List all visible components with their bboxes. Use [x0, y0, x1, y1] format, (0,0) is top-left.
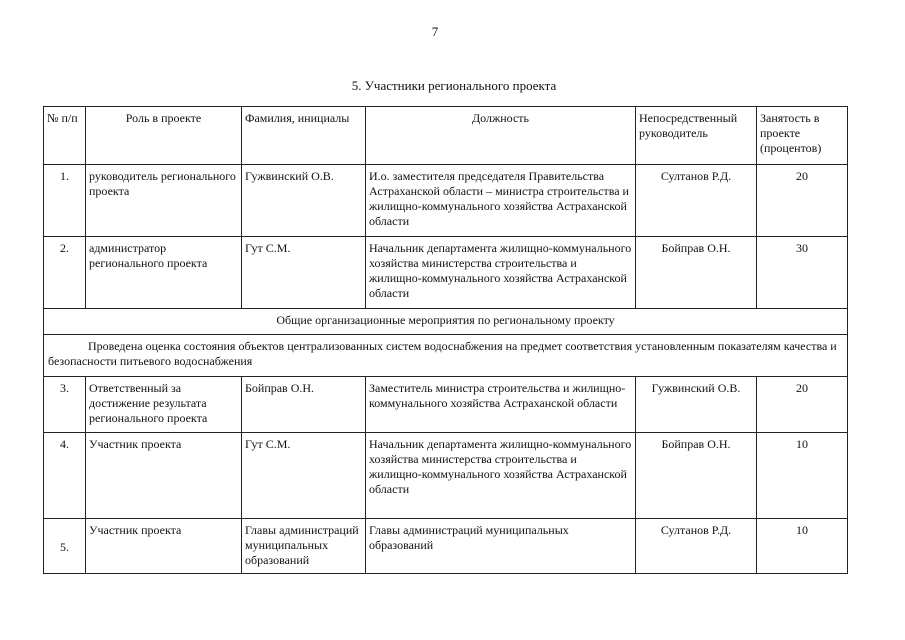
section-row	[44, 309, 848, 335]
cell-name: Гут С.М.	[242, 237, 366, 309]
cell-position: Начальник департамента жилищно-коммунального хозяйства министерства строительства и жилищно-коммунального хозяйства Астраханской области	[366, 433, 636, 519]
cell-position: И.о. заместителя председателя Правительства Астраханской области – министра строительства и жилищно-коммунального хозяйства Астраханской области	[366, 165, 636, 237]
cell-role: Участник проекта	[86, 519, 242, 574]
cell-num: 3.	[44, 377, 86, 433]
cell-name: Бойправ О.Н.	[242, 377, 366, 433]
cell-num: 1.	[44, 165, 86, 237]
header-manager: Непосредственный руководитель	[636, 107, 757, 165]
cell-load: 20	[757, 377, 848, 433]
cell-name: Главы администраций муниципальных образований	[242, 519, 366, 574]
cell-load: 30	[757, 237, 848, 309]
table-row	[44, 165, 848, 237]
cell-load: 10	[757, 433, 848, 519]
participants-table	[43, 106, 848, 574]
section-row-label: Общие организационные мероприятия по региональному проекту	[44, 309, 848, 335]
cell-role: Участник проекта	[86, 433, 242, 519]
cell-num: 5.	[44, 519, 86, 574]
cell-name: Гут С.М.	[242, 433, 366, 519]
table-row	[44, 237, 848, 309]
cell-manager: Султанов Р.Д.	[636, 165, 757, 237]
cell-role: руководитель регионального проекта	[86, 165, 242, 237]
cell-num: 2.	[44, 237, 86, 309]
cell-position: Заместитель министра строительства и жилищно-коммунального хозяйства Астраханской области	[366, 377, 636, 433]
cell-role: Ответственный за достижение результата регионального проекта	[86, 377, 242, 433]
cell-load: 20	[757, 165, 848, 237]
section-title: 5. Участники регионального проекта	[351, 78, 557, 93]
task-row-text: Проведена оценка состояния объектов централизованных систем водоснабжения на предмет соответствия установленным показателям качества и безопасности питьевого водоснабжения	[44, 335, 848, 377]
task-row	[44, 335, 848, 377]
header-name: Фамилия, инициалы	[242, 107, 366, 165]
table-row	[44, 519, 848, 574]
cell-manager: Бойправ О.Н.	[636, 433, 757, 519]
cell-load: 10	[757, 519, 848, 574]
header-position: Должность	[366, 107, 636, 165]
cell-name: Гужвинский О.В.	[242, 165, 366, 237]
cell-manager: Гужвинский О.В.	[636, 377, 757, 433]
table-header-row	[44, 107, 848, 165]
table-row	[44, 433, 848, 519]
cell-position: Главы администраций муниципальных образований	[366, 519, 636, 574]
cell-position: Начальник департамента жилищно-коммунального хозяйства министерства строительства и жилищно-коммунального хозяйства Астраханской области	[366, 237, 636, 309]
header-load: Занятость в проекте (процентов)	[757, 107, 848, 165]
header-num: № п/п	[44, 107, 86, 165]
page-number: 7	[431, 24, 439, 39]
cell-manager: Султанов Р.Д.	[636, 519, 757, 574]
cell-num: 4.	[44, 433, 86, 519]
cell-manager: Бойправ О.Н.	[636, 237, 757, 309]
cell-role: администратор регионального проекта	[86, 237, 242, 309]
header-role: Роль в проекте	[86, 107, 242, 165]
table-row	[44, 377, 848, 433]
